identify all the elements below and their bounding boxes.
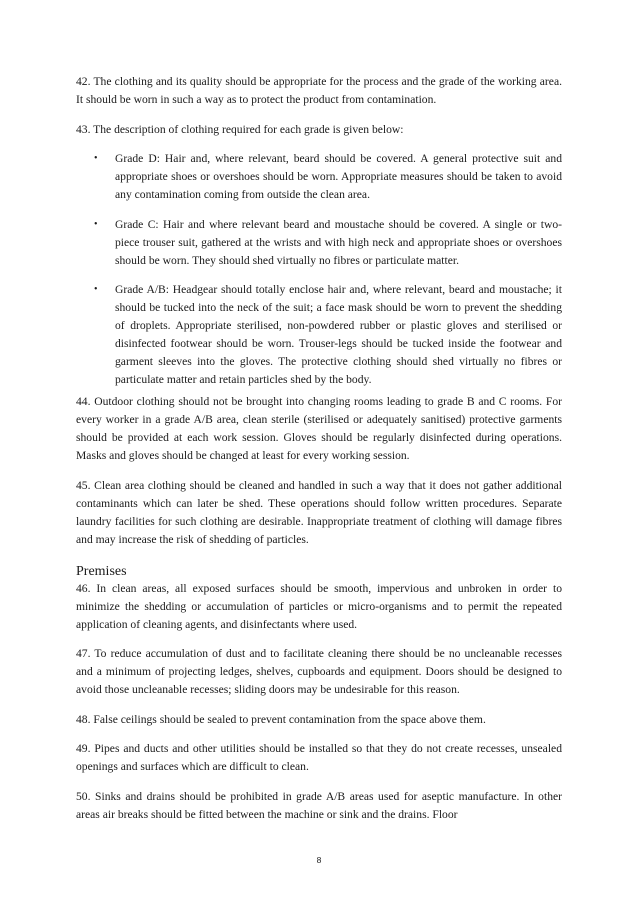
paragraph-44: 44. Outdoor clothing should not be brought into changing rooms leading to grade B and C rooms. For every worker in a grade A/B area, clean sterile (sterilised or adequately sanitised) protective garments should be provided at each work session. Gloves should be regularly disinfected during operations. Masks and gloves should be changed at least for every working session.: [76, 395, 562, 462]
document-page: [76, 73, 562, 835]
paragraph-43: 43. The description of clothing required for each grade is given below:: [76, 122, 404, 136]
list-item-text: Grade A/B: Headgear should totally enclose hair and, where relevant, beard and moustache; it should be tucked into the neck of the suit; a face mask should be worn to prevent the shedding of droplets. Appropriate sterilised, non-powdered rubber or plastic gloves and sterilised or disinfected footwear should be worn. Trouser-legs should be tucked inside the footwear and garment sleeves into the gloves. The protective clothing should shed virtually no fibres or particulate matter and retain particles shed by the body.: [115, 283, 562, 386]
bullet-icon: •: [94, 284, 98, 295]
paragraph-45: 45. Clean area clothing should be cleaned and handled in such a way that it does not gather additional contaminants which can later be shed. These operations should follow written procedures. Separate laundry facilities for such clothing are desirable. Inappropriate treatment of clothing will damage fibres and may increase the risk of shedding of particles.: [76, 478, 562, 546]
paragraph-47: 47. To reduce accumulation of dust and to facilitate cleaning there should be no uncleanable recesses and a minimum of projecting ledges, shelves, cupboards and equipment. Doors should be designed to avoid those uncleanable recesses; sliding doors may be undesirable for this reason.: [76, 647, 562, 696]
paragraph-42: 42. The clothing and its quality should be appropriate for the process and the grade of the working area. It should be worn in such a way as to protect the product from contamination.: [76, 75, 562, 106]
list-item-grade-ab: [76, 281, 562, 389]
section-heading-premises: Premises: [76, 563, 127, 579]
clothing-grade-list: [76, 150, 562, 389]
paragraph-50: 50. Sinks and drains should be prohibited in grade A/B areas used for aseptic manufacture. In other areas air breaks should be fitted between the machine or sink and the drains. Floor: [76, 789, 562, 821]
bullet-icon: •: [94, 218, 98, 230]
list-item-text: Grade D: Hair and, where relevant, beard should be covered. A general protective suit and appropriate shoes or overshoes should be worn. Appropriate measures should be taken to avoid any contamination coming from outside the clean area.: [115, 152, 562, 201]
paragraph-48: 48. False ceilings should be sealed to prevent contamination from the space above them.: [76, 712, 486, 726]
bullet-icon: •: [94, 153, 98, 164]
list-item-text: Grade C: Hair and where relevant beard and moustache should be covered. A single or two-piece trouser suit, gathered at the wrists and with high neck and appropriate shoes or overshoes should be worn. They should shed virtually no fibres or particulate matter.: [115, 217, 562, 267]
paragraph-46: 46. In clean areas, all exposed surfaces should be smooth, impervious and unbroken in order to minimize the shedding or accumulation of particles or micro-organisms and to permit the repeated application of cleaning agents, and disinfectants where used.: [76, 581, 562, 631]
page-number: 8: [316, 855, 322, 865]
list-item-grade-c: [76, 216, 562, 270]
list-item-grade-d: [76, 150, 562, 204]
paragraph-49: 49. Pipes and ducts and other utilities should be installed so that they do not create recesses, unsealed openings and surfaces which are difficult to clean.: [76, 742, 562, 773]
